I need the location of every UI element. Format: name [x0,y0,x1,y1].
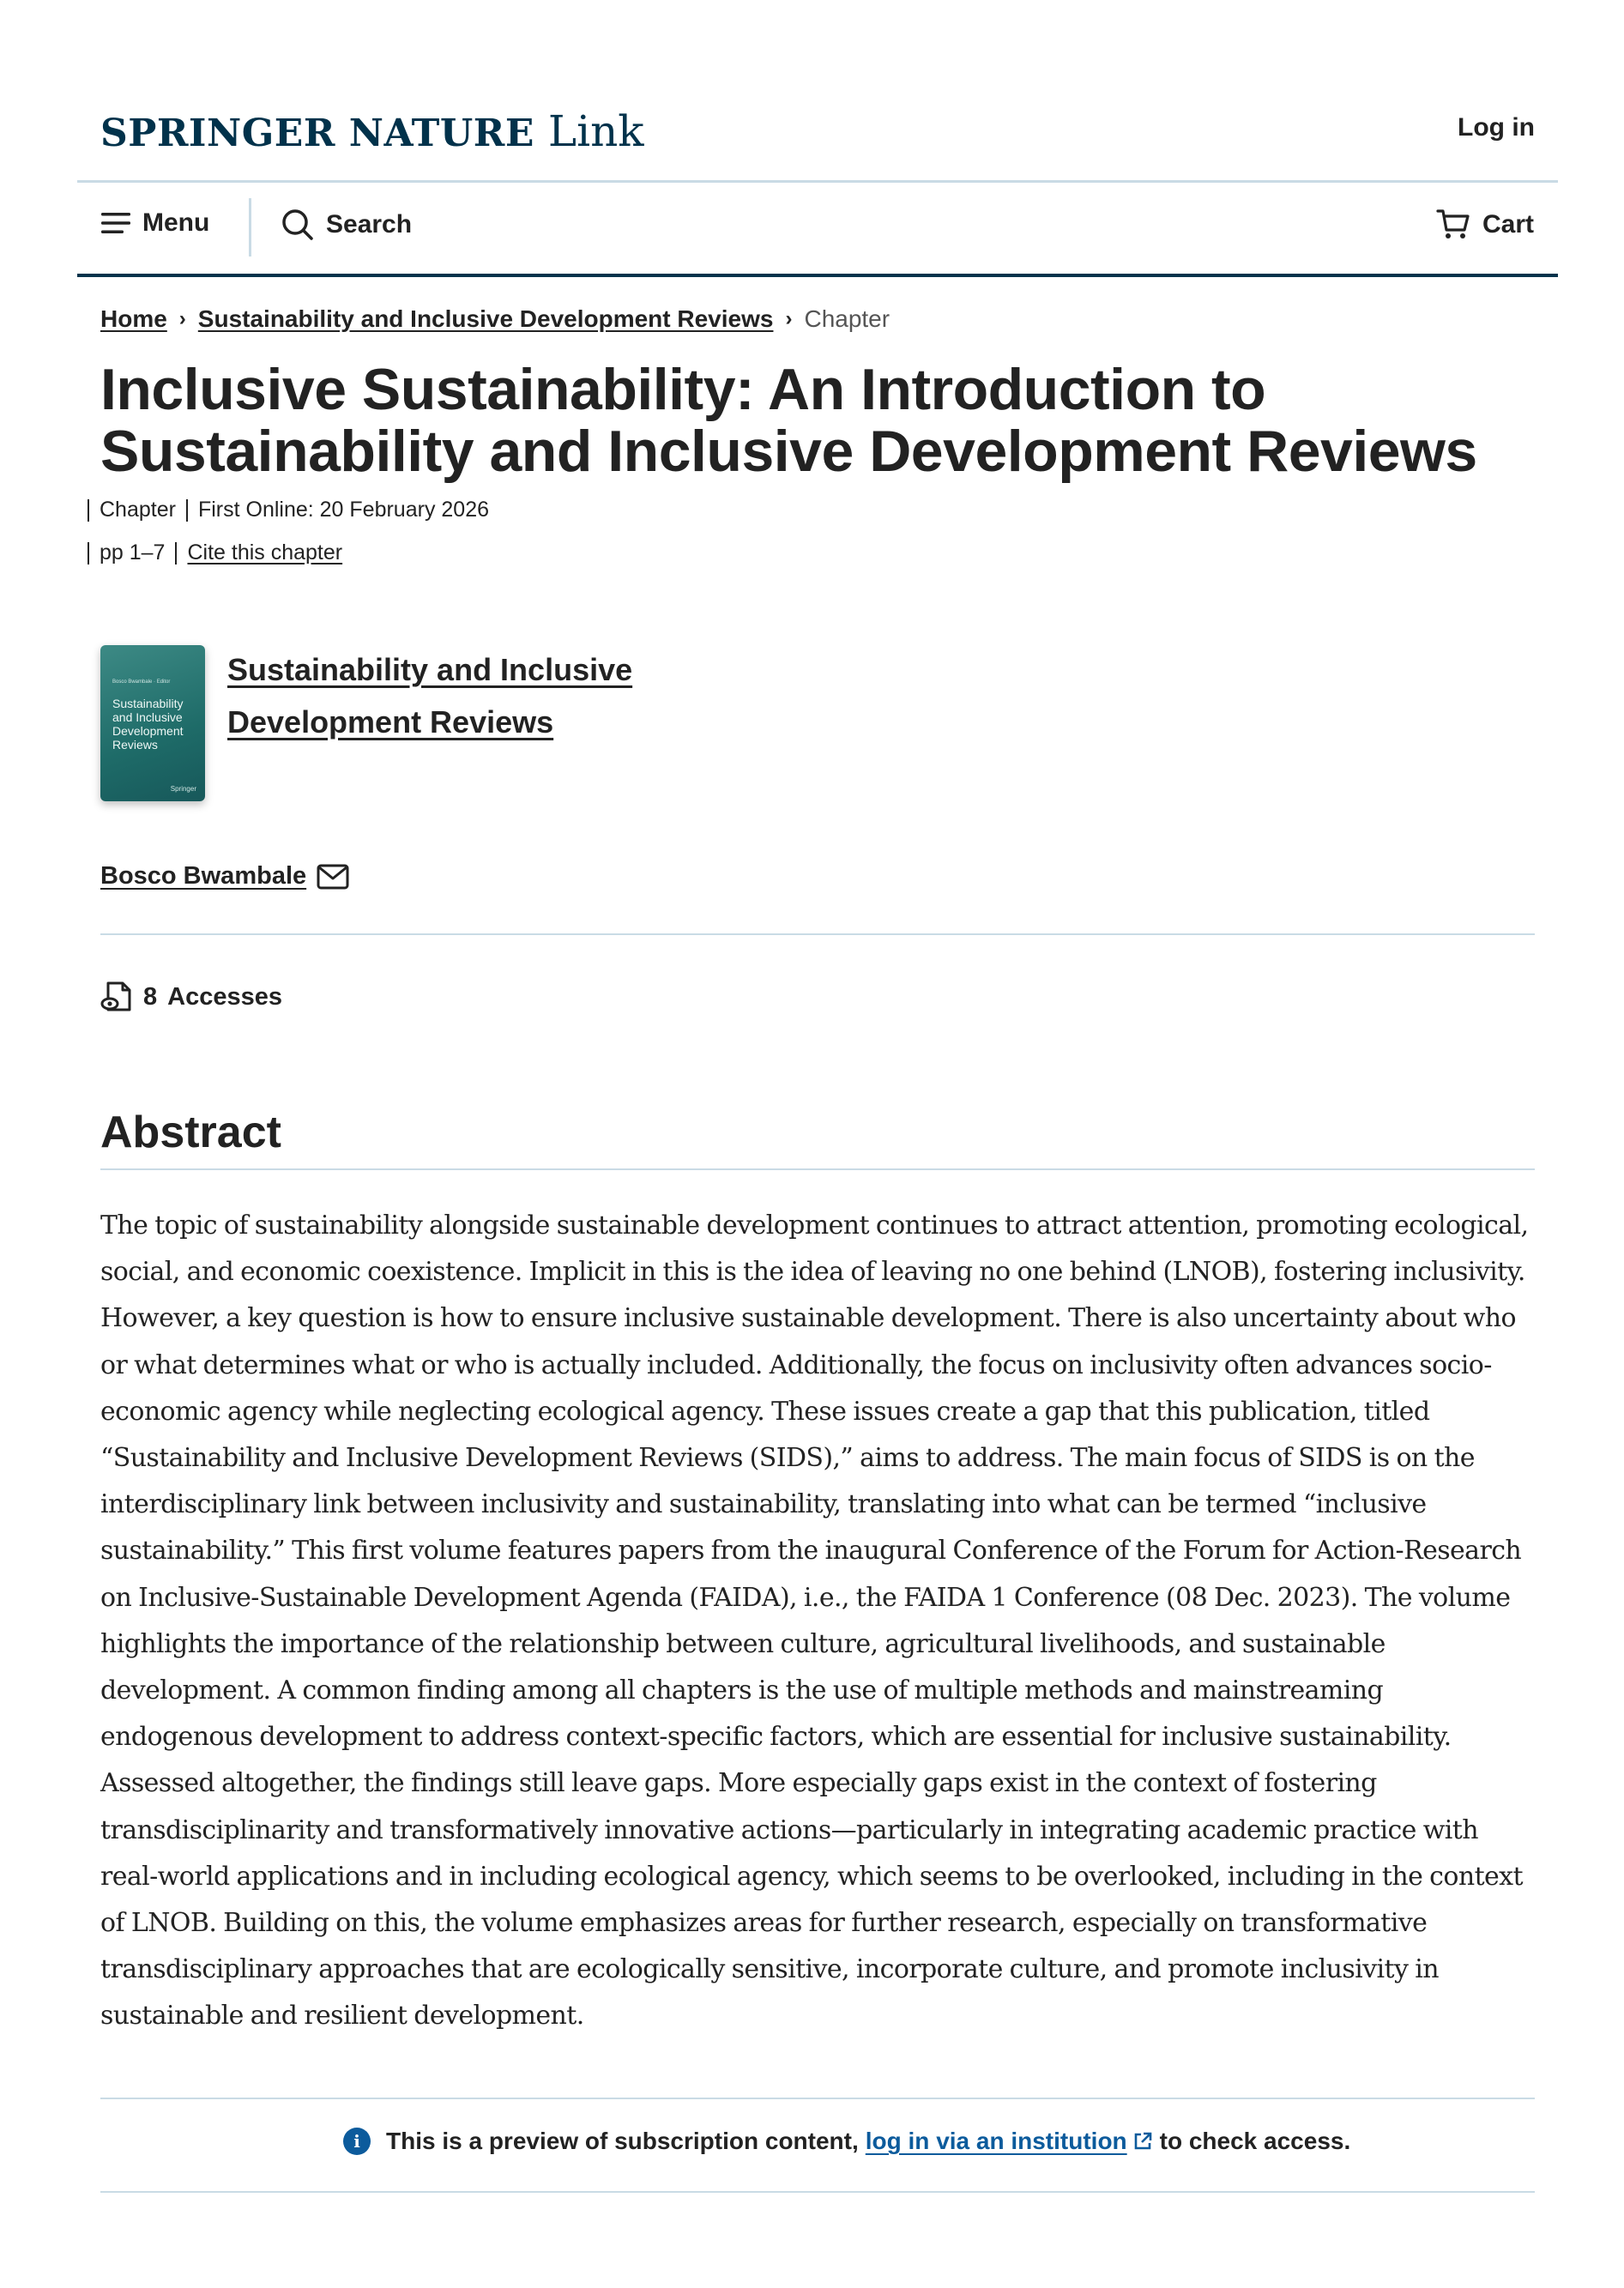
hamburger-icon [101,212,130,234]
book-cover-image[interactable] [100,645,205,801]
search-icon [281,208,314,241]
document-eye-icon [100,981,135,1013]
info-icon: i [343,2128,371,2155]
institution-login-link[interactable]: log in via an institution [865,2128,1127,2154]
notice-bottom-divider [100,2191,1535,2193]
springer-nature-link-logo[interactable] [100,106,644,156]
breadcrumb-book[interactable]: Sustainability and Inclusive Development Reviews [197,305,774,332]
breadcrumb [100,305,890,333]
search-label: Search [326,210,413,238]
subscription-notice [343,2128,1350,2155]
cover-publisher: Springer [170,785,196,793]
accesses-metric [100,981,282,1013]
brand-name: SPRINGER NATURE [100,112,534,155]
content-type: Chapter [100,498,176,522]
first-online-date: First Online: 20 February 2026 [197,498,490,522]
breadcrumb-current: Chapter [804,305,890,332]
main-nav [77,183,1558,277]
site-header [100,106,1535,158]
email-icon[interactable] [317,864,349,890]
nav-bottom-divider [77,274,1558,277]
chevron-right-icon: › [785,307,793,330]
abstract-heading: Abstract [100,1108,281,1157]
abstract-text: The topic of sustainability alongside sustainable development continues to attract attention, promoting ecological, social, and economic coexistence. Implicit in this is the idea of leaving no one behind (LNOB), fostering inclusivity. However, a key question is how to ensure inclusive sustainable development. There is also uncertainty about who or what determines what or who is actually included. Additionally, the focus on inclusivity often advances socio-economic agency while neglecting ecological agency. These issues create a gap that this publication, titled “Sustainability and Inclusive Development Reviews (SIDS),” aims to address. The main focus of SIDS is on the interdisciplinary link between inclusivity and sustainability, translating into what can be termed “inclusive sustainability.” This first volume features papers from the inaugural Conference of the Forum for Action-Research on Inclusive-Sustainable Development Agenda (FAIDA), i.e., the FAIDA 1 Conference (08 Dec. 2023). The volume highlights the importance of the relationship between culture, agricultural livelihoods, and sustainable development. A common finding among all chapters is the use of multiple methods and mainstreaming endogenous development to address context-specific factors, which are essential for inclusive sustainability. Assessed altogether, the findings still leave gaps. More especially gaps exist in the context of fostering transdisciplinarity and transformatively innovative actions—particularly in integrating academic practice with real-world applications and in including ecological agency, which seems to be overlooked, including in the context of LNOB. Building on this, the volume emphasizes areas for further research, especially on transformative transdisciplinary approaches that are ecologically sensitive, incorporate culture, and promote inclusivity in sustainable and resilient development. [100,1210,1529,2031]
breadcrumb-home[interactable]: Home [100,305,167,332]
accesses-count: 8 [143,982,158,1011]
search-button[interactable] [281,208,412,241]
meta-divider [88,542,89,564]
book-title-link[interactable]: Sustainability and Inclusive Development Reviews [227,652,633,740]
brand-link-word: Link [547,106,644,156]
menu-label: Menu [142,208,210,237]
cite-this-chapter-link[interactable]: Cite this chapter [187,540,343,564]
meta-divider [88,499,89,522]
abstract-divider [100,1168,1535,1170]
login-link[interactable]: Log in [1458,113,1535,142]
accesses-label: Accesses [167,982,282,1011]
author [100,862,349,890]
article-meta [88,498,489,522]
cover-title: Sustainability and Inclusive Development Reviews [112,697,184,752]
notice-suffix: to check access. [1159,2128,1351,2154]
cart-button[interactable] [1436,208,1534,241]
external-link-icon [1132,2131,1153,2152]
nav-separator [249,198,251,257]
meta-divider [186,499,188,522]
meta-divider [175,542,177,564]
cover-editor: Bosco Bwambale · Editor [112,679,171,685]
notice-prefix: This is a preview of subscription content, [386,2128,859,2154]
cart-icon [1436,208,1470,241]
author-name-link[interactable]: Bosco Bwambale [100,862,307,890]
notice-top-divider [100,2098,1535,2099]
page-title: Inclusive Sustainability: An Introduction to Sustainability and Inclusive Development Reviews [100,357,1477,484]
cart-label: Cart [1482,210,1534,238]
section-divider [100,933,1535,935]
chevron-right-icon: › [178,307,186,330]
page-range: pp 1–7 [100,540,166,564]
menu-button[interactable] [101,208,209,238]
article-meta-pages [88,540,342,565]
